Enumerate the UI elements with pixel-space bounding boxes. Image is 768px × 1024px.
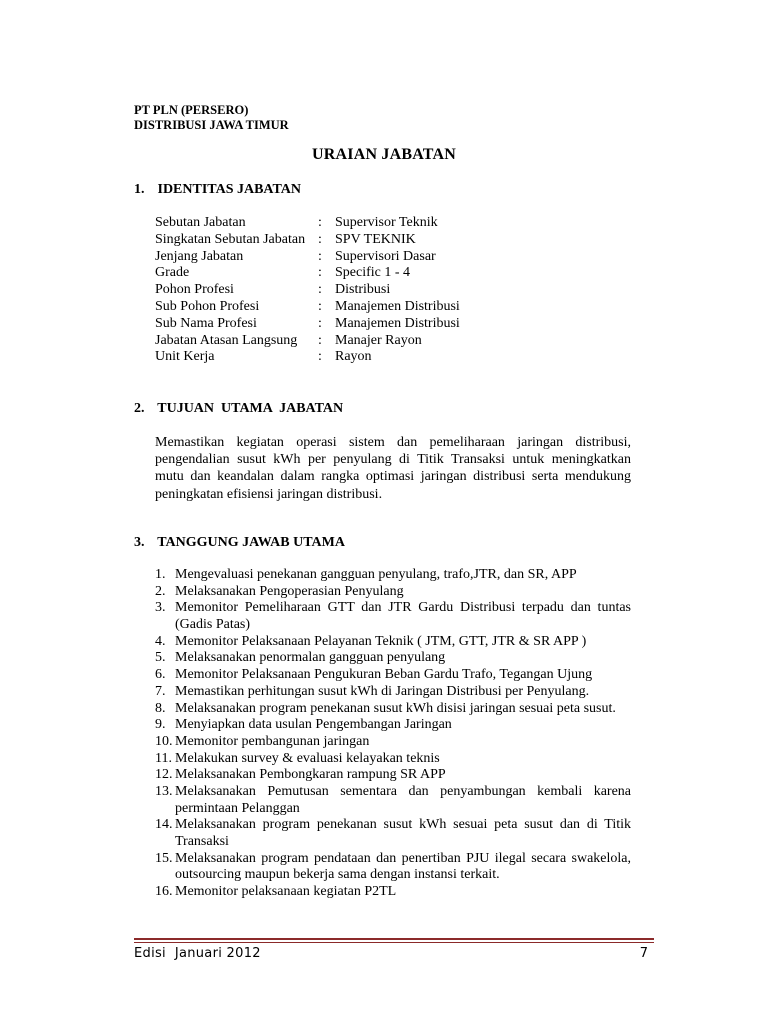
list-item-line: Melakukan survey & evaluasi kelayakan teknis [175,750,440,766]
identity-separator: : [318,349,322,365]
list-item-number: 1. [155,567,166,582]
identity-label: Sub Nama Profesi [155,315,257,331]
footer-rule [134,938,654,940]
list-item-number: 5. [155,650,166,666]
list-item-text [175,701,631,718]
section-1-heading [134,182,301,198]
list-item-line: Memonitor pelaksanaan kegiatan P2TL [175,884,397,900]
edition-label: Edisi Januari 2012 [134,946,261,961]
list-item-line: Memonitor Pemeliharaan GTT dan JTR Gardu Distribusi terpadu dan tuntas [175,600,631,616]
list-item-number: 8. [155,700,166,716]
section-title: IDENTITAS JABATAN [157,182,302,197]
list-item-text [175,650,631,667]
list-item-number: 10. [155,733,173,749]
list-item-text [175,634,631,651]
list-item-number: 15. [155,850,173,866]
paragraph-line: Memastikan kegiatan operasi sistem dan pemeliharaan jaringan distribusi, [155,435,631,450]
identity-value: Distribusi [335,282,391,298]
list-item [155,751,631,768]
list-item-line: Memonitor Pelaksanaan Pelayanan Teknik ( JTM, GTT, JTR & SR APP ) [175,633,587,649]
list-item-text [175,767,631,784]
company-division: DISTRIBUSI JAWA TIMUR [134,118,289,132]
list-item-number: 6. [155,667,166,683]
identity-separator: : [318,315,322,331]
identity-label: Grade [155,265,190,281]
list-item-line: Melaksanakan Pengoperasian Penyulang [175,583,404,599]
list-item-line: Melaksanakan program pendataan dan penertiban PJU ilegal secara swakelola, [175,850,631,866]
list-item-text [175,784,631,817]
identity-value: SPV TEKNIK [335,231,416,247]
list-item-line: Melaksanakan penormalan gangguan penyulang [175,650,446,666]
identity-separator: : [318,215,322,230]
list-item-text [175,667,631,684]
list-item-line: Melaksanakan program penekanan susut kWh sesuai peta susut dan di Titik [175,817,631,833]
section-number: 1. [134,182,145,197]
section-title: TUJUAN UTAMA JABATAN [157,401,344,416]
identity-value: Specific 1 - 4 [335,265,411,281]
section-3-heading [134,535,345,551]
identity-separator: : [318,265,322,281]
section-2-heading [134,401,343,417]
responsibilities-list [155,567,631,901]
identity-separator: : [318,282,322,298]
section-number: 3. [134,535,145,550]
list-item-text [175,734,631,751]
identity-separator: : [318,332,322,348]
list-item-line: Menyiapkan data usulan Pengembangan Jaringan [175,717,452,733]
document-title: URAIAN JABATAN [312,146,456,163]
section-title: TANGGUNG JAWAB UTAMA [157,535,345,550]
list-item-text [175,600,631,633]
list-item-number: 16. [155,884,173,900]
list-item-line: outsourcing maupun bekerja sama dengan instansi terkait. [175,867,500,883]
list-item [155,884,631,901]
list-item-line: Memastikan perhitungan susut kWh di Jaringan Distribusi per Penyulang. [175,683,590,699]
footer-rule-thin [134,942,654,943]
identity-value: Manajemen Distribusi [335,315,460,331]
list-item-number: 11. [155,750,172,766]
list-item-number: 7. [155,683,166,699]
list-item-number: 12. [155,767,173,783]
list-item [155,717,631,734]
identity-value: Rayon [335,349,372,365]
list-item-number: 4. [155,633,166,649]
list-item-line: Melaksanakan Pemutusan sementara dan penyambungan kembali karena [175,783,631,799]
identity-label: Jabatan Atasan Langsung [155,332,298,348]
list-item-text [175,884,631,901]
identity-value: Supervisori Dasar [335,248,436,264]
page-number: 7 [639,946,648,961]
company-name: PT PLN (PERSERO) [134,103,249,117]
identity-separator: : [318,248,322,264]
list-item-text [175,684,631,701]
list-item [155,851,631,884]
list-item-line: Transaksi [175,834,229,849]
list-item [155,817,631,850]
list-item-line: Mengevaluasi penekanan gangguan penyulang, trafo,JTR, dan SR, APP [175,567,577,582]
paragraph-line: peningkatan efisiensi jaringan distribusi. [155,486,383,502]
list-item-number: 3. [155,600,166,616]
identity-label: Sub Pohon Profesi [155,298,260,314]
identity-label: Pohon Profesi [155,282,234,298]
list-item-text [175,717,631,734]
paragraph-line: mutu dan keandalan dalam rangka optimasi jaringan distribusi serta mendukung [155,469,631,485]
list-item [155,634,631,651]
identity-separator: : [318,231,322,247]
list-item [155,784,631,817]
identity-label: Singkatan Sebutan Jabatan [155,231,306,247]
list-item-number: 2. [155,583,166,599]
list-item [155,584,631,601]
list-item-text [175,851,631,884]
list-item-text [175,584,631,601]
list-item [155,701,631,718]
list-item [155,650,631,667]
list-item-number: 13. [155,783,173,799]
list-item-line: permintaan Pelanggan [175,800,300,816]
list-item-line: Melaksanakan program penekanan susut kWh disisi jaringan sesuai peta susut. [175,700,616,716]
identity-label: Unit Kerja [155,349,215,365]
list-item [155,684,631,701]
list-item [155,600,631,633]
identity-separator: : [318,298,322,314]
list-item-text [175,751,631,768]
list-item-number: 14. [155,817,173,833]
list-item [155,567,631,584]
paragraph-line: pengendalian susut kWh per penyulang di Titik Transaksi untuk meningkatkan [155,452,631,468]
list-item-line: (Gadis Patas) [175,617,251,633]
list-item [155,667,631,684]
identity-value: Manajemen Distribusi [335,298,460,314]
list-item-number: 9. [155,717,166,733]
list-item-text [175,567,631,584]
identity-value: Manajer Rayon [335,332,422,348]
list-item [155,767,631,784]
identity-value: Supervisor Teknik [335,215,438,230]
identity-label: Sebutan Jabatan [155,215,246,230]
list-item-line: Melaksanakan Pembongkaran rampung SR APP [175,767,446,783]
list-item [155,734,631,751]
identity-label: Jenjang Jabatan [155,248,244,264]
list-item-line: Memonitor Pelaksanaan Pengukuran Beban Gardu Trafo, Tegangan Ujung [175,667,593,683]
purpose-paragraph [155,434,631,503]
list-item-text [175,817,631,850]
list-item-line: Memonitor pembangunan jaringan [175,733,370,749]
section-number: 2. [134,401,145,416]
